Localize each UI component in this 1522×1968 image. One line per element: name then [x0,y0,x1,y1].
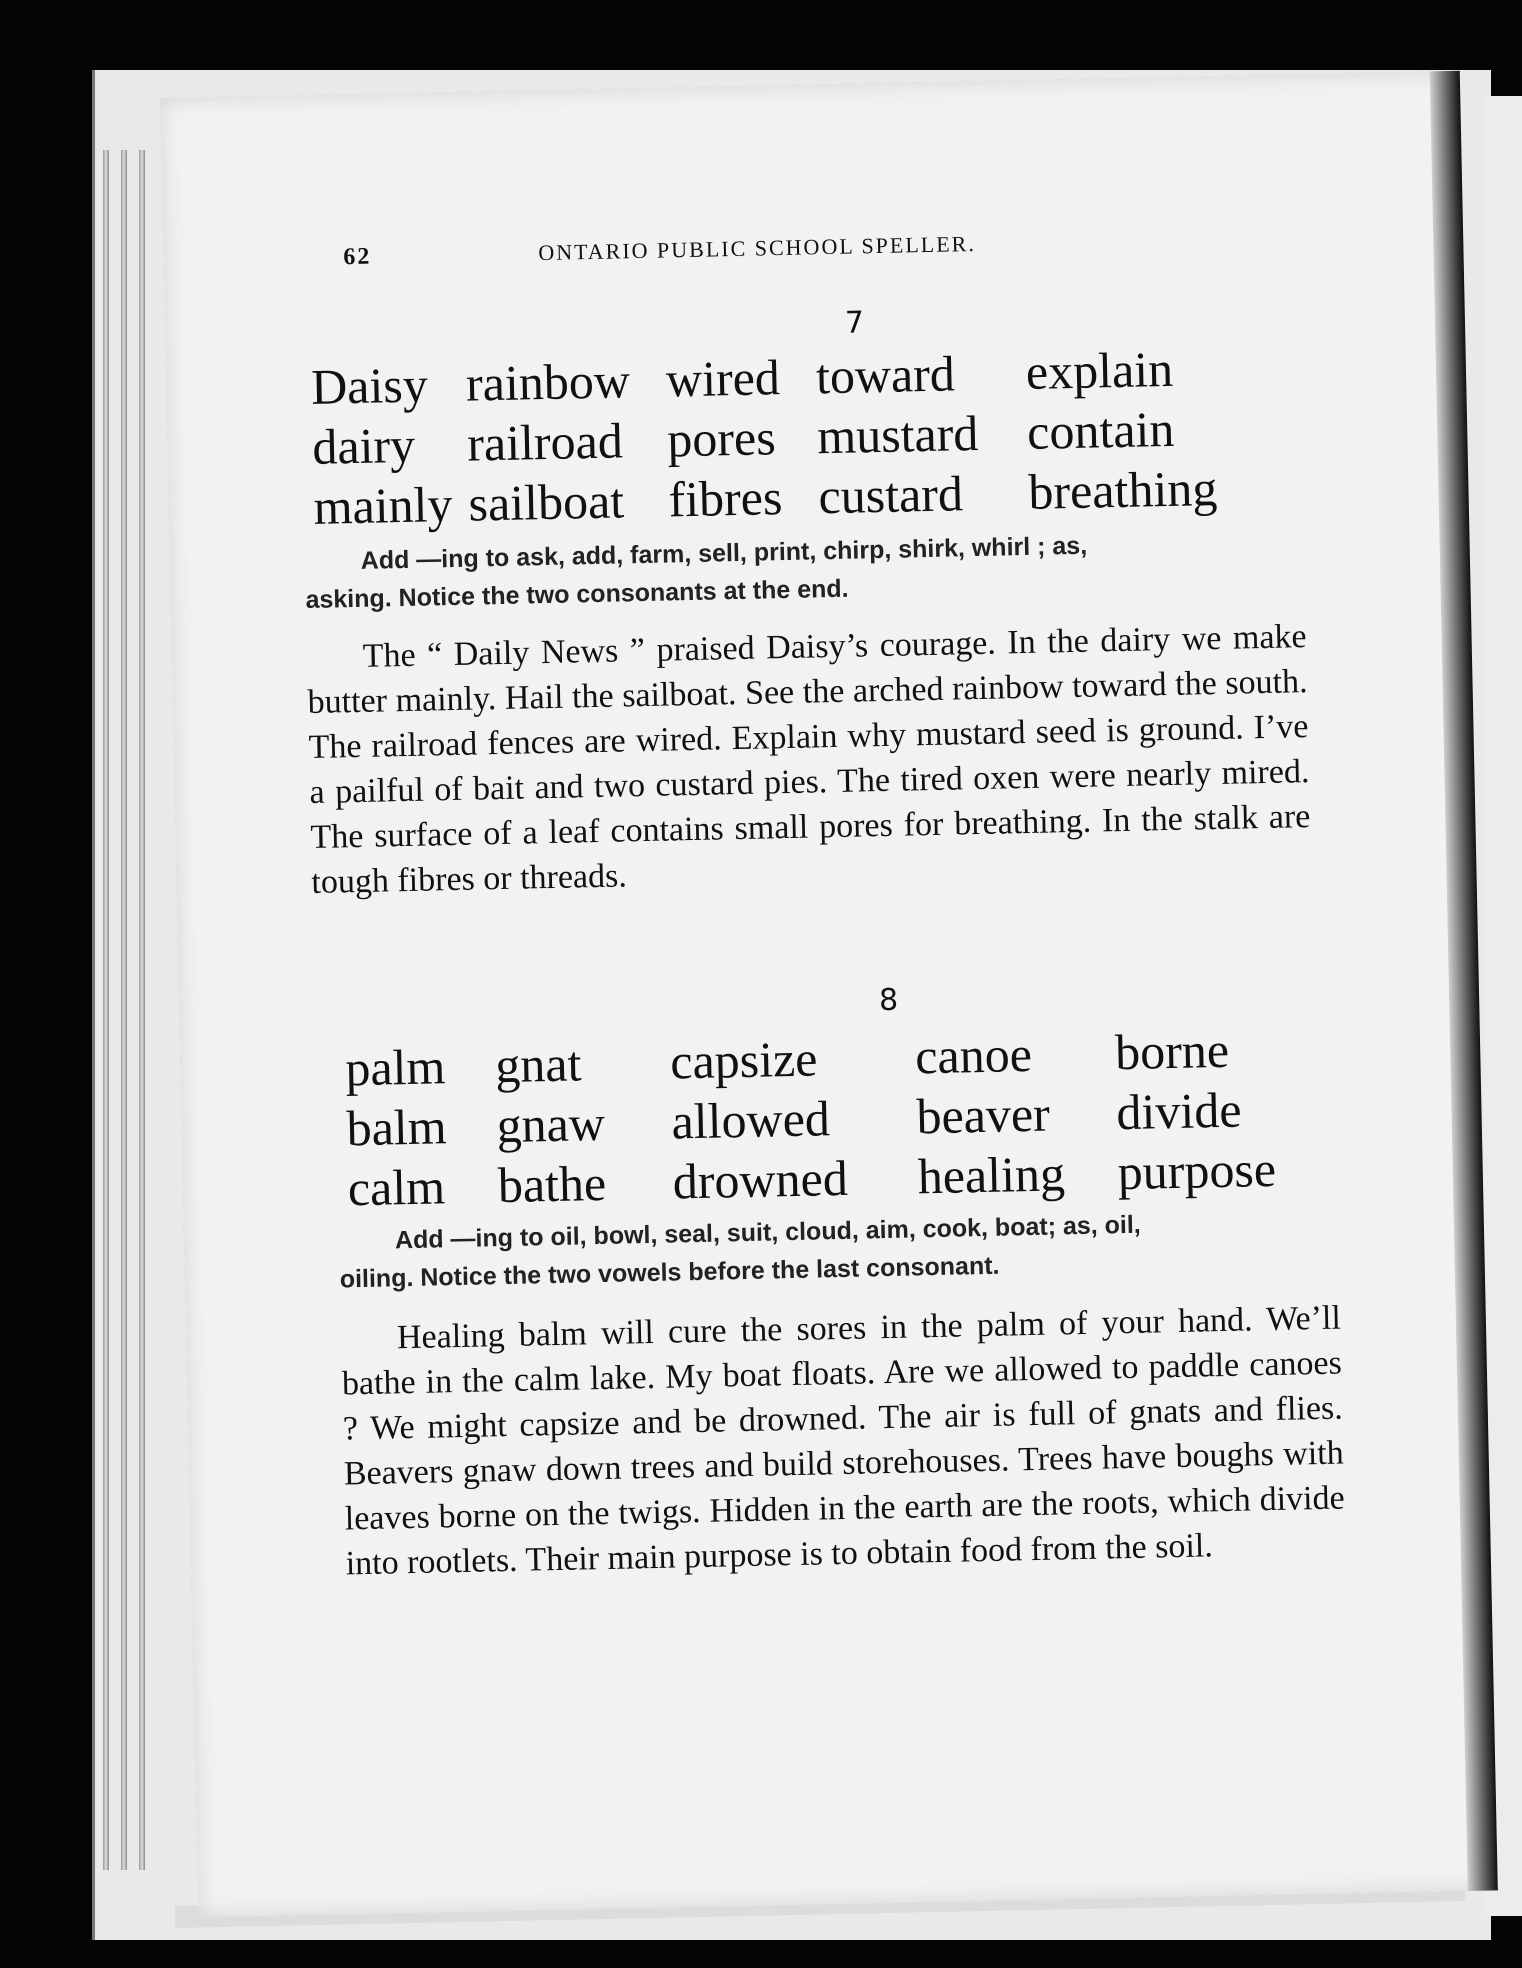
spelling-word: gnat [494,1035,582,1094]
spelling-word-grid [310,338,1219,537]
instruction-line: oiling. Notice the two vowels before the last consonant. [339,1251,1000,1294]
lesson-number: 8 [878,982,899,1019]
lesson-paragraph [341,1296,1346,1587]
spelling-word: explain [1025,340,1174,400]
page-number: 62 [343,243,372,271]
spelling-word: mustard [816,404,979,465]
spelling-word: fibres [667,469,783,528]
instruction-line: Add —ing to oil, bowl, seal, suit, cloud, aim, cook, boat; as, oil, [394,1210,1142,1255]
book-page [160,71,1498,1918]
spelling-word: Daisy [310,356,429,415]
instruction-line: Add —ing to ask, add, farm, sell, print, chirp, shirk, whirl ; as, [360,531,1088,575]
lesson-paragraph [306,614,1311,905]
spelling-word: bathe [497,1154,607,1214]
spelling-word: allowed [670,1090,831,1150]
spelling-word-grid [345,1018,1309,1218]
spelling-word: healing [917,1145,1066,1205]
spelling-word: purpose [1117,1140,1277,1201]
spelling-word: balm [346,1098,448,1157]
spelling-word: wired [665,349,781,408]
spelling-word: railroad [466,412,624,472]
paragraph-text: The “ Daily News ” praised Daisy’s courage. In the dairy we make butter mainly. Hail the sailboat. See the arched rainbow toward the south. The railroad fences are wired. Explain why mustard seed is ground. I’ve a pailful of bait and two custard pies. The tired oxen were nearly mired. The surface of a leaf contains small pores for breathing. In the stalk are tough fibres or threads. [307,618,1311,901]
paragraph-text: Healing balm will cure the sores in the palm of your hand. We’ll bathe in the calm lake. My boat floats. Are we allowed to paddle canoes ? We might capsize and be drowned. The air is full of gnats and flies. Beavers gnaw down trees and build storehouses. Trees have boughs with leaves borne on the twigs. Hidden in the earth are the roots, which divide into rootlets. Their main purpose is to obtain food from the soil. [341,1299,1345,1583]
spelling-word: custard [817,465,964,525]
spelling-word: dairy [311,416,416,475]
spelling-word: toward [815,345,956,405]
running-head [343,225,1263,271]
lesson-instruction [339,1202,1340,1299]
spelling-word: calm [347,1158,446,1217]
lesson-number: 7 [844,305,865,341]
spelling-word: divide [1115,1081,1242,1141]
spelling-word: capsize [669,1030,818,1090]
spelling-word: rainbow [465,352,631,412]
spelling-word: sailboat [467,472,625,532]
spelling-word: canoe [914,1025,1033,1085]
spelling-word: contain [1026,400,1175,460]
spelling-word: drowned [672,1149,849,1210]
running-title: ONTARIO PUBLIC SCHOOL SPELLER. [538,230,977,266]
page-edge [121,150,127,1870]
page-edge [139,150,145,1870]
lesson-instruction [304,522,1305,619]
spelling-word: mainly [313,475,454,535]
spelling-word: gnaw [495,1094,606,1154]
page-edge [103,150,109,1870]
spelling-word: borne [1114,1021,1230,1081]
spelling-word: beaver [915,1085,1051,1145]
spelling-word: pores [666,409,777,468]
spelling-word: breathing [1027,459,1218,520]
spelling-word: palm [344,1038,446,1097]
instruction-line: asking. Notice the two consonants at the end. [305,574,849,615]
